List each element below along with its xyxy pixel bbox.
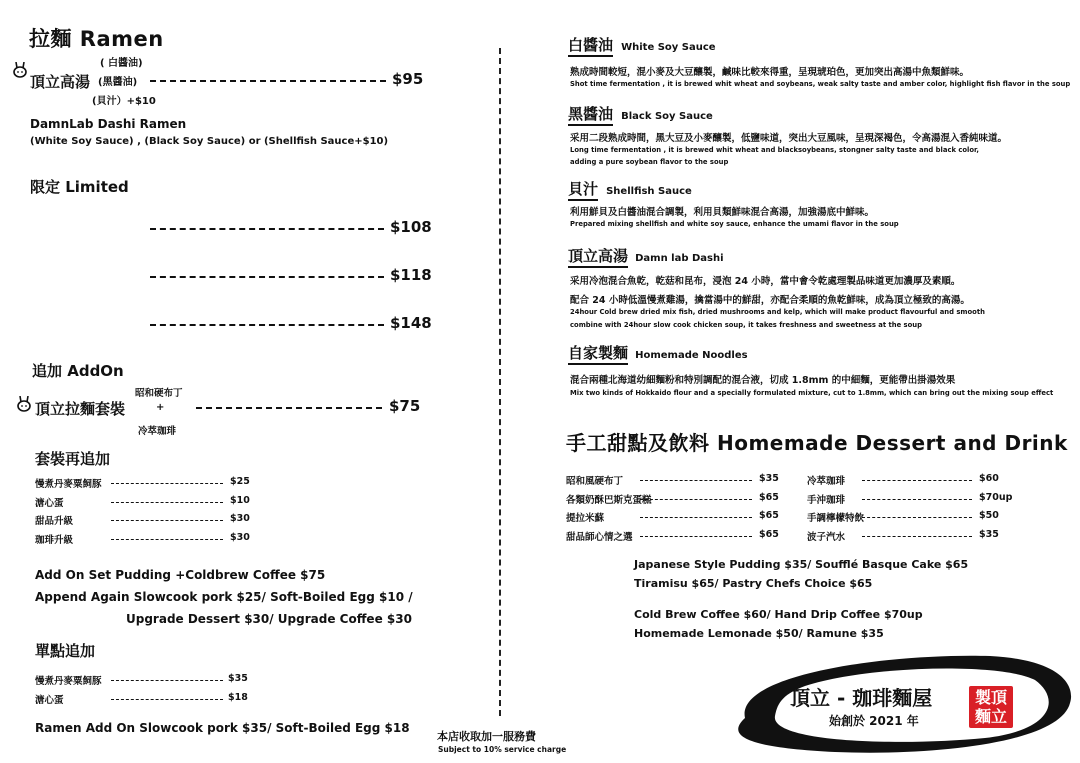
sauce-white-en: White Soy Sauce <box>621 42 716 53</box>
dashi-desc-en-1: 24hour Cold brew dried mix fish, dried mushrooms and kelp, which will make product flavourful and smooth <box>570 308 985 316</box>
dashi-desc-2: 配合 24 小時低溫慢煮雞湯，擒當湯中的鮮甜，亦配合柔順的魚乾鮮味，成為頂立極致的高湯。 <box>570 295 970 306</box>
price-leader <box>111 539 223 540</box>
dessert-item-name: 甜品師心情之選 <box>566 531 633 543</box>
limited-price-2: $118 <box>390 266 432 284</box>
dashi-heading <box>568 245 724 266</box>
drink-item-price: $50 <box>979 510 999 521</box>
en-drink-line-1: Cold Brew Coffee $60/ Hand Drip Coffee $70up <box>634 608 923 621</box>
price-leader <box>196 407 382 409</box>
dessert-item-price: $65 <box>759 510 779 521</box>
limited-price-3: $148 <box>390 314 432 332</box>
price-leader <box>862 480 972 481</box>
service-charge-en: Subject to 10% service charge <box>438 745 567 754</box>
price-leader <box>862 517 972 518</box>
single-addon-item-name: 溏心蛋 <box>35 695 64 706</box>
sauce-black-en: Black Soy Sauce <box>621 111 713 122</box>
sauce-white-desc-en: Shot time fermentation , it is brewed whit wheat and soybeans, weak salty taste and amber color, highlight fish flavor in the soup <box>570 80 1071 88</box>
noodles-desc-zh: 混合兩種北海道幼細麵粉和特別調配的混合液，切成 1.8mm 的中細麵，更能帶出掛湯效果 <box>570 375 956 386</box>
dessert-item-name: 昭和風硬布丁 <box>566 476 624 487</box>
set-again-title: 套裝再追加 <box>35 450 111 468</box>
noodles-heading <box>568 342 748 363</box>
rabbit-logo-icon <box>17 396 31 412</box>
price-leader <box>150 80 386 82</box>
price-leader <box>111 699 223 700</box>
sauce-shellfish-desc-en: Prepared mixing shellfish and white soy sauce, enhance the umami flavor in the soup <box>570 220 899 228</box>
sauce-shellfish-heading <box>568 178 692 199</box>
set-again-item-name: 甜品升級 <box>35 516 74 527</box>
en-set-line-3: Upgrade Dessert $30/ Upgrade Coffee $30 <box>126 612 412 626</box>
price-leader <box>640 499 752 500</box>
single-addon-title: 單點追加 <box>35 642 96 660</box>
sauce-white-zh: 白醬油 <box>568 36 613 57</box>
stamp-line-2: 麵立 <box>974 707 1007 726</box>
price-leader <box>640 517 752 518</box>
single-addon-item-name: 慢煮丹麥粟飼豚 <box>35 676 102 687</box>
dashi-option-white: ( 白醬油) <box>100 58 143 69</box>
price-leader <box>862 499 972 500</box>
en-set-line-1: Add On Set Pudding +Coldbrew Coffee $75 <box>35 568 326 582</box>
price-leader <box>150 228 384 230</box>
dashi-desc-1: 采用冷泡混合魚乾，乾菇和昆布，浸泡 24 小時，當中會令乾處理製品味道更加濃厚及素順。 <box>570 276 961 287</box>
dessert-item-name: 各類奶酥巴斯克蛋糕 <box>566 494 652 506</box>
drink-item-name: 手調檸檬特飲 <box>807 513 865 524</box>
dashi-ramen-en-title: DamnLab Dashi Ramen <box>30 117 187 131</box>
sauce-black-desc-en-1: Long time fermentation , it is brewed whit wheat and blacksoybeans, stongner salty taste and black color, <box>570 146 979 154</box>
dashi-option-shellfish: (貝汁）+$10 <box>92 96 156 107</box>
price-leader <box>111 520 223 521</box>
price-leader <box>111 680 223 681</box>
set-again-item-price: $25 <box>230 476 250 487</box>
dessert-item-name: 提拉米蘇 <box>566 513 605 524</box>
price-leader <box>640 480 752 481</box>
ramen-title: 拉麵 Ramen <box>29 27 164 51</box>
dashi-ramen-en-options: (White Soy Sauce) , (Black Soy Sauce) or (Shellfish Sauce+$10) <box>30 136 389 147</box>
single-addon-item-price: $35 <box>228 673 248 684</box>
sauce-white-desc-zh: 熟成時間較短，混小麥及大豆釀製，鹹味比較來得重，呈現琥珀色，更加突出高湯中魚類鮮味。 <box>570 67 970 78</box>
price-leader <box>640 536 752 537</box>
noodles-en: Homemade Noodles <box>635 350 748 361</box>
red-seal-stamp <box>969 686 1013 728</box>
limited-title: 限定 Limited <box>30 178 129 196</box>
dessert-drink-title: 手工甜點及飲料 Homemade Dessert and Drink <box>566 431 1068 455</box>
sauce-shellfish-en: Shellfish Sauce <box>606 186 692 197</box>
set-again-item-price: $10 <box>230 494 250 506</box>
price-leader <box>150 276 384 278</box>
set-plus-sign: + <box>156 402 165 413</box>
drink-item-price: $60 <box>979 473 999 484</box>
en-set-line-2: Append Again Slowcook pork $25/ Soft-Boiled Egg $10 / <box>35 590 413 604</box>
drink-item-price: $70up <box>979 491 1013 503</box>
brand-name: 頂立 - 珈琲麵屋 <box>790 686 933 710</box>
set-again-item-price: $30 <box>230 513 250 524</box>
set-again-item-name: 珈琲升級 <box>35 534 74 546</box>
dessert-item-price: $35 <box>759 473 779 484</box>
sauce-shellfish-desc-zh: 利用鮮貝及白醬油混合調製，利用貝類鮮味混合高湯，加強湯底中鮮味。 <box>570 207 875 218</box>
drink-item-name: 手沖珈琲 <box>807 494 846 506</box>
dashi-en: Damn lab Dashi <box>635 253 724 264</box>
en-drink-line-2: Homemade Lemonade $50/ Ramune $35 <box>634 627 884 640</box>
set-item-pudding: 昭和硬布丁 <box>135 388 183 399</box>
en-single-addon: Ramen Add On Slowcook pork $35/ Soft-Boiled Egg $18 <box>35 721 410 735</box>
drink-item-name: 波子汽水 <box>807 531 846 543</box>
en-dessert-line-1: Japanese Style Pudding $35/ Soufflé Basque Cake $65 <box>634 558 969 571</box>
stamp-line-1: 製頂 <box>974 688 1007 707</box>
price-leader <box>111 483 223 484</box>
dashi-desc-en-2: combine with 24hour slow cook chicken soup, it takes freshness and sweetness at the soup <box>570 321 922 329</box>
addon-title: 追加 AddOn <box>32 362 124 380</box>
dashi-zh: 頂立高湯 <box>568 247 628 268</box>
sauce-black-desc-zh: 采用二段熟成時間，黑大豆及小麥釀製，低鹽味道，突出大豆風味，呈現深褐色，令高湯混入香純味道。 <box>570 133 1008 144</box>
dashi-ramen-name: 頂立高湯 <box>30 73 91 91</box>
noodles-desc-en: Mix two kinds of Hokkaido flour and a specially formulated mixture, cut to 1.8mm, which can bring out the mixing soup effect <box>570 389 1054 397</box>
dessert-item-price: $65 <box>759 528 779 540</box>
sauce-white-heading <box>568 34 716 55</box>
dessert-item-price: $65 <box>759 491 779 503</box>
ramen-set-price: $75 <box>389 397 421 415</box>
brand-since: 始創於 2021 年 <box>829 714 919 728</box>
price-leader <box>862 536 972 537</box>
rabbit-logo-icon <box>13 62 27 78</box>
drink-item-price: $35 <box>979 528 999 540</box>
dashi-ramen-price: $95 <box>392 70 424 88</box>
set-again-item-price: $30 <box>230 531 250 543</box>
en-dessert-line-2: Tiramisu $65/ Pastry Chefs Choice $65 <box>634 577 873 590</box>
set-again-item-name: 溏心蛋 <box>35 497 64 509</box>
limited-price-1: $108 <box>390 218 432 236</box>
sauce-black-zh: 黑醬油 <box>568 105 613 126</box>
drink-item-name: 冷萃珈琲 <box>807 476 846 487</box>
dashi-option-black: (黑醬油) <box>98 77 138 88</box>
sauce-black-heading <box>568 103 713 124</box>
ramen-set-name: 頂立拉麵套裝 <box>35 400 126 418</box>
sauce-shellfish-zh: 貝汁 <box>568 180 598 201</box>
sauce-black-desc-en-2: adding a pure soybean flavor to the soup <box>570 158 729 166</box>
noodles-zh: 自家製麵 <box>568 344 628 365</box>
price-leader <box>111 502 223 503</box>
price-leader <box>150 324 384 326</box>
single-addon-item-price: $18 <box>228 692 248 703</box>
set-again-item-name: 慢煮丹麥粟飼豚 <box>35 479 102 490</box>
set-item-coldbrew: 冷萃珈琲 <box>138 426 177 437</box>
column-divider <box>499 48 501 716</box>
service-charge-zh: 本店收取加一服務費 <box>437 730 536 743</box>
